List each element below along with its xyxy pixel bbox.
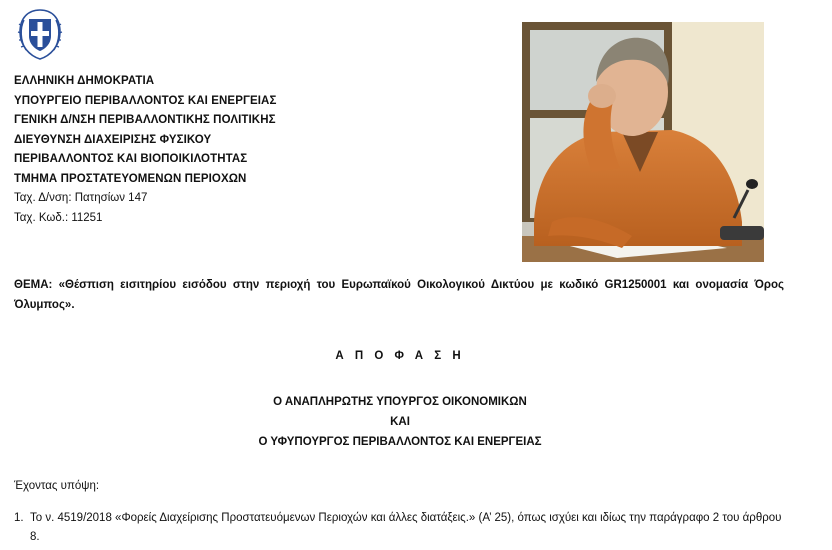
author-line-undersecretary: Ο ΥΦΥΠΟΥΡΓΟΣ ΠΕΡΙΒΑΛΛΟΝΤΟΣ ΚΑΙ ΕΝΕΡΓΕΙΑΣ xyxy=(258,436,542,448)
header-line-directorate: ΔΙΕΥΘΥΝΣΗ ΔΙΑΧΕΙΡΙΣΗΣ ΦΥΣΙΚΟΥ xyxy=(14,133,212,146)
author-line-and: ΚΑΙ xyxy=(390,416,410,428)
list-item-number: 1. xyxy=(14,512,24,524)
considering-label: Έχοντας υπόψη: xyxy=(14,480,100,492)
author-line-deputy-minister: Ο ΑΝΑΠΛΗΡΩΤΗΣ ΥΠΟΥΡΓΟΣ ΟΙΚΟΝΟΜΙΚΩΝ xyxy=(273,396,527,408)
man-at-desk-photo xyxy=(522,22,764,262)
header-line-directorate-cont: ΠΕΡΙΒΑΛΛΟΝΤΟΣ ΚΑΙ ΒΙΟΠΟΙΚΙΛΟΤΗΤΑΣ xyxy=(14,153,248,165)
header-line-ministry: ΥΠΟΥΡΓΕΙΟ ΠΕΡΙΒΑΛΛΟΝΤΟΣ ΚΑΙ ΕΝΕΡΓΕΙΑΣ xyxy=(14,94,277,107)
sender-header xyxy=(14,72,494,228)
list-item-text: Το ν. 4519/2018 «Φορείς Διαχείρισης Προστατευόμενων Περιοχών και άλλες διατάξεις.» (Α’ 25), όπως ισχύει και ιδίως την παράγραφο 2 του άρθρου 8. xyxy=(30,512,782,543)
decision-title: Α Π Ο Φ Α Σ Η xyxy=(335,350,465,362)
greek-coat-of-arms-icon xyxy=(14,6,66,62)
header-line-republic: ΕΛΛΗΝΙΚΗ ΔΗΜΟΚΡΑΤΙΑ xyxy=(14,75,155,87)
header-postcode: Ταχ. Κωδ.: 11251 xyxy=(14,211,103,224)
decision-authors xyxy=(0,392,800,452)
document-subject: ΘΕΜΑ: «Θέσπιση εισιτηρίου εισόδου στην περιοχή του Ευρωπαϊκού Οικολογικού Δικτύου με κωδικό GR1250001 και ονομασία Όρος Όλυμπος». xyxy=(14,279,784,311)
header-line-department: ΤΜΗΜΑ ΠΡΟΣΤΑΤΕΥΟΜΕΝΩΝ ΠΕΡΙΟΧΩΝ xyxy=(14,172,247,185)
header-line-directorate-general: ΓΕΝΙΚΗ Δ/ΝΣΗ ΠΕΡΙΒΑΛΛΟΝΤΙΚΗΣ ΠΟΛΙΤΙΚΗΣ xyxy=(14,114,276,126)
header-address: Ταχ. Δ/νση: Πατησίων 147 xyxy=(14,192,148,204)
